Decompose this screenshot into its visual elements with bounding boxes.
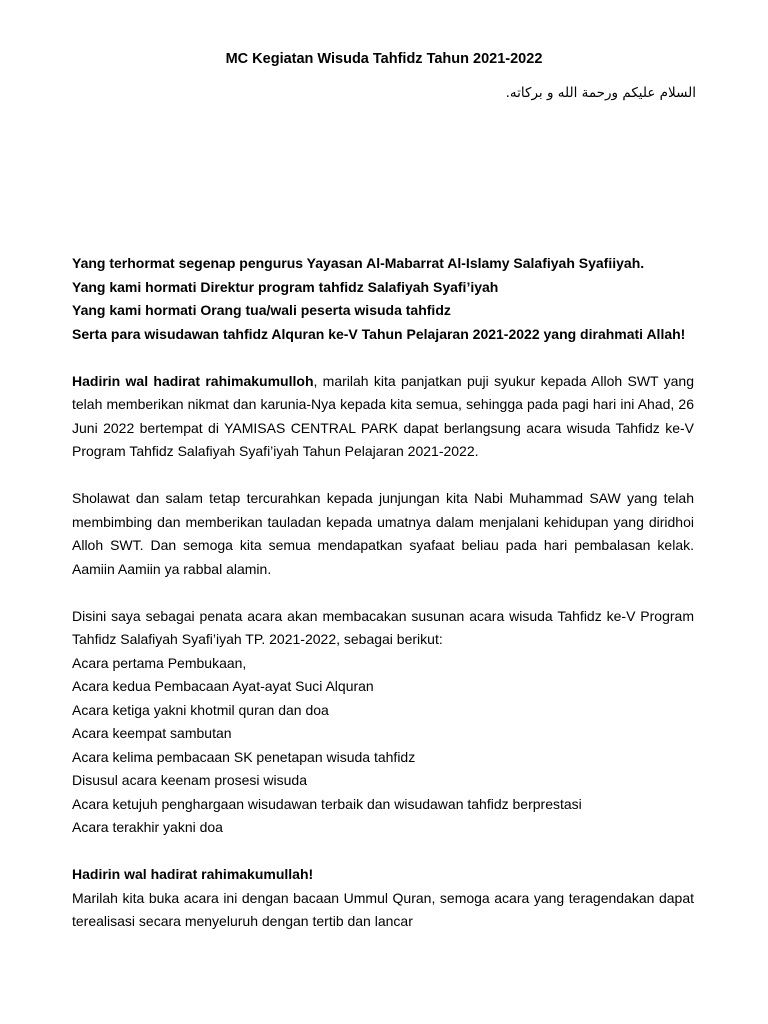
agenda-item: Acara terakhir yakni doa [72,819,223,835]
opening-text: , marilah kita panjatkan puji syukur kepada Alloh SWT yang telah memberikan nikmat dan karunia-Nya kepada kita semua, sehingga pada pagi hari ini Ahad, 26 Juni 2022 bertempat di YAMISAS CENTRAL PARK dapat berlangsung acara wisuda Tahfidz ke-V Program Tahfidz Salafiyah Syafi’iyah Tahun Pelajaran 2021-2022. [72,372,694,459]
closing-paragraph: Marilah kita buka acara ini dengan bacaan Ummul Quran, semoga acara yang teragendakan dapat terealisasi secara menyeluruh dengan tertib dan lancar [72,889,694,929]
salutation-line: Yang kami hormati Orang tua/wali peserta wisuda tahfidz [72,302,451,318]
closing-heading: Hadirin wal hadirat rahimakumullah! [72,866,314,882]
opening-bold-lead: Hadirin wal hadirat rahimakumulloh [72,372,314,389]
sholawat-paragraph: Sholawat dan salam tetap tercurahkan kepada junjungan kita Nabi Muhammad SAW yang telah membimbing dan memberikan tauladan kepada umatnya dalam menjalani kehidupan yang diridhoi Alloh SWT. Dan semoga kita semua mendapatkan syafaat beliau pada hari pembalasan kelak. Aamiin Aamiin ya rabbal alamin. [72,490,694,577]
salutation-block [72,252,694,346]
opening-paragraph [72,370,694,464]
agenda-item: Acara keempat sambutan [72,725,232,741]
arabic-greeting: السلام عليكم ورحمة الله و بركاته. [505,85,696,101]
document-body [72,252,694,934]
salutation-line: Yang terhormat segenap pengurus Yayasan Al-Mabarrat Al-Islamy Salafiyah Syafiiyah. [72,255,645,271]
salutation-line: Serta para wisudawan tahfidz Alquran ke-V Tahun Pelajaran 2021-2022 yang dirahmati Allah! [72,325,686,342]
agenda-list [72,652,694,840]
agenda-item: Acara ketujuh penghargaan wisudawan terbaik dan wisudawan tahfidz berprestasi [72,795,582,812]
agenda-item: Acara ketiga yakni khotmil quran dan doa [72,701,329,718]
agenda-item: Disusul acara keenam prosesi wisuda [72,772,307,788]
agenda-item: Acara pertama Pembukaan, [72,654,247,671]
document-title: MC Kegiatan Wisuda Tahfidz Tahun 2021-2022 [225,51,543,67]
agenda-intro: Disini saya sebagai penata acara akan membacakan susunan acara wisuda Tahfidz ke-V Program Tahfidz Salafiyah Syafi’iyah TP. 2021-2022, sebagai berikut: [72,607,694,647]
agenda-item: Acara kedua Pembacaan Ayat-ayat Suci Alquran [72,678,374,694]
agenda-item: Acara kelima pembacaan SK penetapan wisuda tahfidz [72,748,416,765]
salutation-line: Yang kami hormati Direktur program tahfidz Salafiyah Syafi’iyah [72,278,499,295]
